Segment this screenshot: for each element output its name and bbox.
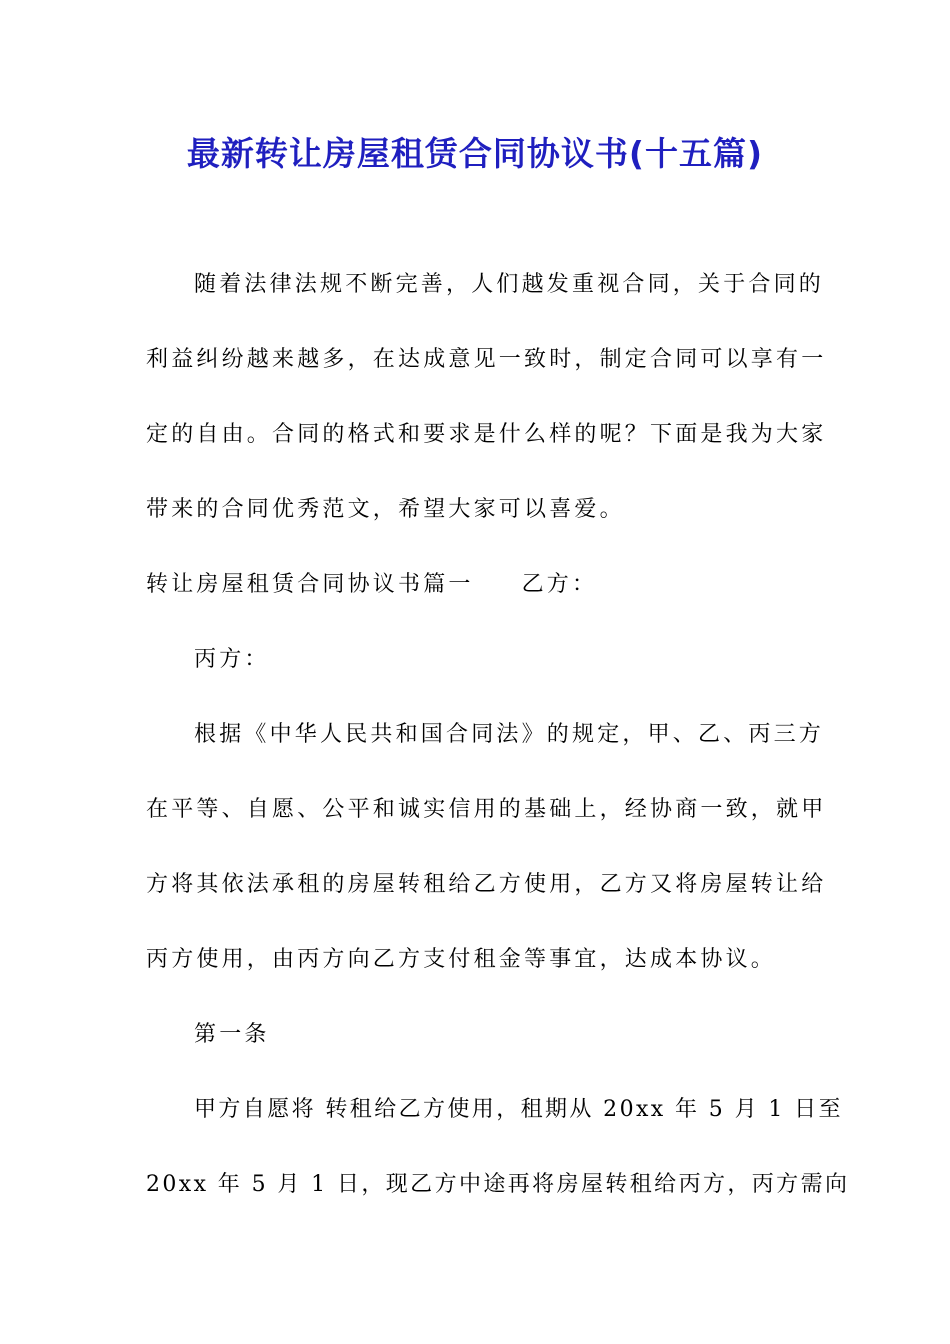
paragraph-line: 在平等、自愿、公平和诚实信用的基础上，经协商一致，就甲	[146, 797, 827, 822]
paragraph-line: 随着法律法规不断完善，人们越发重视合同，关于合同的	[194, 272, 825, 297]
paragraph-line: 方将其依法承租的房屋转租给乙方使用，乙方又将房屋转让给	[146, 872, 827, 897]
paragraph-line: 甲方自愿将 转租给乙方使用，租期从 20xx 年 5 月 1 日至	[194, 1097, 843, 1122]
section-heading: 转让房屋租赁合同协议书篇一	[146, 572, 474, 597]
paragraph-line: 带来的合同优秀范文，希望大家可以喜爱。	[146, 497, 625, 522]
paragraph-line: 利益纠纷越来越多，在达成意见一致时，制定合同可以享有一	[146, 347, 827, 372]
paragraph-line: 根据《中华人民共和国合同法》的规定，甲、乙、丙三方	[194, 722, 825, 747]
party-b-label: 乙方：	[521, 572, 598, 597]
paragraph-line: 20xx 年 5 月 1 日，现乙方中途再将房屋转租给丙方，丙方需向	[146, 1172, 850, 1197]
document-title: 最新转让房屋租赁合同协议书(十五篇)	[186, 134, 764, 173]
paragraph-line: 定的自由。合同的格式和要求是什么样的呢？下面是我为大家	[146, 422, 827, 447]
paragraph-line: 丙方使用，由丙方向乙方支付租金等事宜，达成本协议。	[146, 947, 777, 972]
section-heading-line	[146, 570, 597, 600]
party-c-label: 丙方：	[194, 647, 270, 672]
article-heading: 第一条	[194, 1022, 270, 1047]
